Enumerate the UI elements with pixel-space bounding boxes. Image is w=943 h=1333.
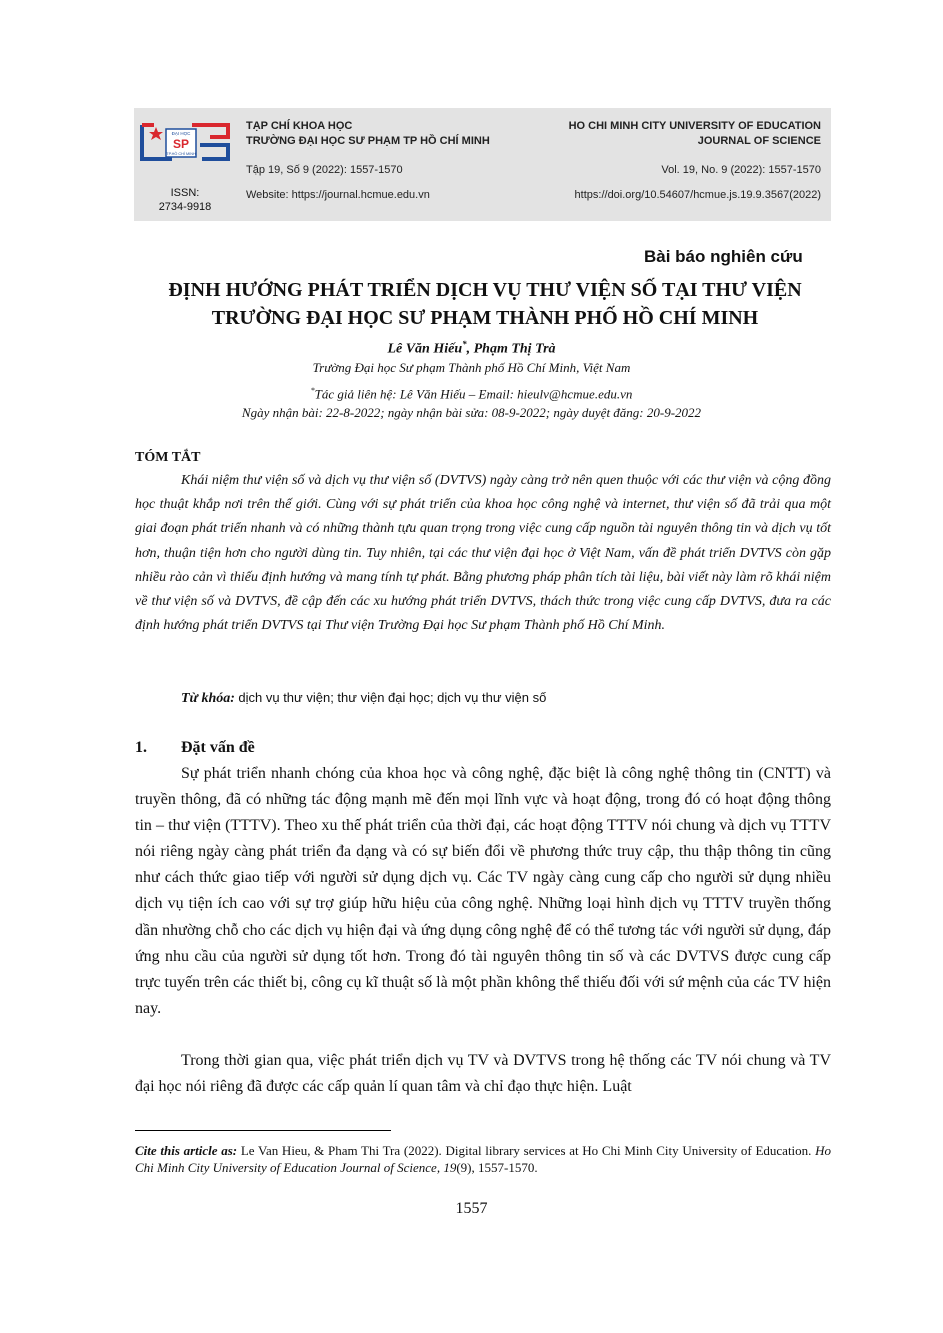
issn-block [134, 186, 236, 214]
author-list [0, 339, 943, 358]
issue-info-vi: Tập 19, Số 9 (2022): 1557-1570 [246, 164, 403, 176]
journal-name-en-1: HO CHI MINH CITY UNIVERSITY OF EDUCATION [568, 120, 821, 132]
title-line-2: TRƯỜNG ĐẠI HỌC SƯ PHẠM THÀNH PHỐ HỒ CHÍ MINH [211, 307, 759, 329]
journal-name-en-2: JOURNAL OF SCIENCE [697, 135, 821, 147]
contact-info: Tác giả liên hệ: Lê Văn Hiếu – Email: hieulv@hcmue.edu.vn [314, 386, 633, 402]
citation-text-a: Le Van Hieu, & Pham Thi Tra (2022). Digital library services at Ho Chi Minh City University of Education. [237, 1143, 816, 1158]
citation-footnote [135, 1142, 831, 1176]
logo-top-text: ĐẠI HỌC [171, 131, 191, 136]
corresponding-author-mark: * [462, 339, 467, 349]
university-logo [140, 115, 230, 175]
citation-label: Cite this article as: [135, 1143, 238, 1158]
journal-header [134, 108, 831, 221]
author-separator: , [466, 341, 474, 357]
keywords-line [181, 690, 546, 707]
abstract-heading: TÓM TẮT [135, 450, 201, 465]
body-paragraph-1: Sự phát triển nhanh chóng của khoa học và công nghệ, đặc biệt là công nghệ thông tin (CNTT) và truyền thông, đã có những tác động mạnh mẽ đến mọi lĩnh vực và hoạt động, trong đó có hoạt động thông tin – thư viện (TTTV). Theo xu thế phát triển của thời đại, các hoạt động TTTV nói chung và dịch vụ TTTV nói riêng ngày càng phát triển đa dạng và có sự biến đổi về phương thức truy cập, thu thập thông tin cũng như cách thức giao tiếp với người sử dụng dịch vụ. Các TV ngày càng cung cấp cho người sử dụng nhiều dịch vụ tiện ích cao với sự trợ giúp hữu hiệu của công nghệ. Những loại hình dịch vụ TTTV truyền thống dần nhường chỗ cho các dịch vụ hiện đại và ứng dụng công nghệ để có thể tương tác với người sử dụng, đáp ứng nhu cầu của người sử dụng tốt hơn. Trong đó tài nguyên thông tin số và các DVTVS được cung cấp trực tuyến trên các thiết bị, công cụ kĩ thuật số là một phần không thể thiếu đối với sứ mệnh của các TV hiện nay. [135, 765, 831, 1017]
submission-dates: Ngày nhận bài: 22-8-2022; ngày nhận bài sửa: 08-9-2022; ngày duyệt đăng: 20-9-2022 [241, 405, 702, 420]
contact-mark: * [310, 386, 315, 395]
abstract-text: Khái niệm thư viện số và dịch vụ thư viện số (DVTVS) ngày càng trở nên quen thuộc với các thư viện và cộng đồng học thuật khắp nơi trên thế giới. Cùng với sự phát triển của khoa học công nghệ và internet, thư viện số đã trải qua một giai đoạn phát triển nhanh và có những thành tựu quan trọng trong việc cung cấp nguồn tài nguyên thông tin và dịch vụ tốt hơn, thuận tiện hơn cho người dùng tin. Tuy nhiên, tại các thư viện đại học ở Việt Nam, vấn đề phát triển DVTVS còn gặp nhiều rào cản vì thiếu định hướng và mang tính tự phát. Bằng phương pháp phân tích tài liệu, bài viết này làm rõ khái niệm về thư viện số và DVTVS, đề cập đến các xu hướng phát triển DVTVS, thách thức trong việc cung cấp DVTVS, đưa ra các định hướng phát triển DVTVS tại Thư viện Trường Đại học Sư phạm Thành phố Hồ Chí Minh. [135, 473, 831, 634]
journal-name-vi-2: TRƯỜNG ĐẠI HỌC SƯ PHẠM TP HỒ CHÍ MINH [246, 135, 490, 147]
journal-website[interactable]: Website: https://journal.hcmue.edu.vn [246, 189, 430, 201]
section-title: Đặt vấn đề [181, 739, 255, 756]
section-number: 1. [135, 739, 147, 756]
issn-value: 2734-9918 [158, 201, 212, 213]
article-title [110, 276, 860, 332]
citation-journal: Ho Chi Minh City University of Education Journal of Science, 19 [135, 1143, 832, 1175]
body-paragraph-2: Trong thời gian qua, việc phát triển dịch vụ TV và DVTVS trong hệ thống các TV nói chung và TV đại học nói riêng đã được các cấp quản lí quan tâm và chỉ đạo thực hiện. Luật [135, 1052, 831, 1096]
issn-label: ISSN: [170, 187, 200, 199]
footnote-divider [135, 1130, 391, 1131]
logo-main-text: SP [172, 137, 190, 151]
article-type-label: Bài báo nghiên cứu [644, 247, 803, 266]
citation-text-b: (9), 1557-1570. [456, 1160, 538, 1175]
doi-link[interactable]: https://doi.org/10.54607/hcmue.js.19.9.3567(2022) [574, 189, 821, 201]
journal-name-vi-1: TẠP CHÍ KHOA HỌC [246, 120, 353, 132]
author-2: Phạm Thị Trà [473, 341, 556, 357]
keywords-value: dịch vụ thư viện; thư viện đại học; dịch vụ thư viện số [238, 690, 547, 705]
title-line-1: ĐỊNH HƯỚNG PHÁT TRIỂN DỊCH VỤ THƯ VIỆN SỐ TẠI THƯ VIỆN [168, 279, 802, 301]
contact-line [0, 381, 943, 404]
affiliation: Trường Đại học Sư phạm Thành phố Hồ Chí Minh, Việt Nam [312, 360, 631, 375]
page-number: 1557 [455, 1200, 488, 1217]
issue-info-en: Vol. 19, No. 9 (2022): 1557-1570 [661, 164, 821, 176]
keywords-label: Từ khóa: [181, 691, 235, 706]
author-1: Lê Văn Hiếu [387, 341, 463, 357]
logo-bottom-text: TP.HỒ CHÍ MINH [166, 152, 196, 156]
